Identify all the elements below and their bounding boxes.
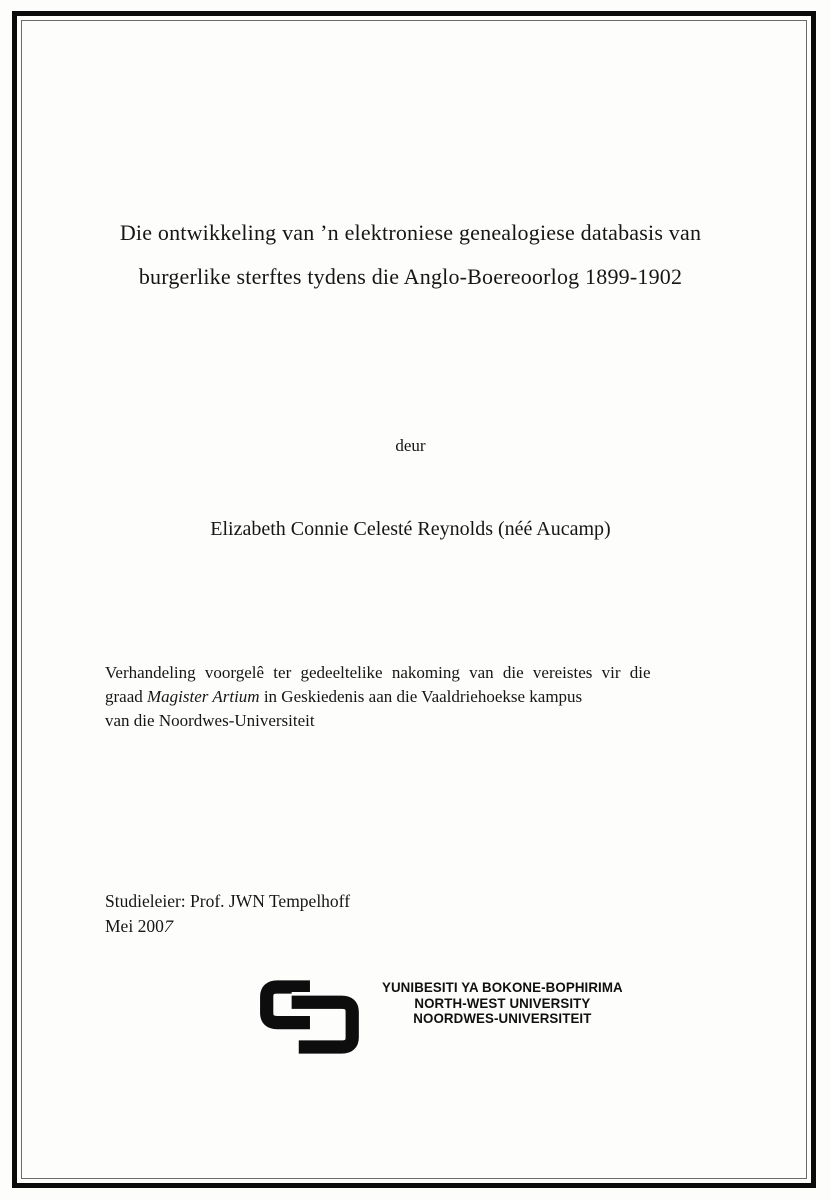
supervisor-line: Studieleier: Prof. JWN Tempelhoff xyxy=(105,891,351,911)
date-last-digit: 7 xyxy=(161,915,176,936)
nwu-logo-wordmark xyxy=(374,980,631,1027)
submission-line1: Verhandeling voorgelê ter gedeeltelike nakoming van die vereistes vir die xyxy=(105,663,651,682)
supervisor-block xyxy=(105,889,350,938)
date-prefix: Mei 200 xyxy=(105,915,164,936)
submission-line2 xyxy=(105,687,582,706)
university-logo xyxy=(256,975,636,1059)
submission-line2-post: in Geskiedenis aan die Vaaldriehoekse kampus xyxy=(259,687,583,706)
nwu-logo-line3: NOORDWES-UNIVERSITEIT xyxy=(413,1011,592,1027)
submission-line2-pre: graad xyxy=(105,687,148,706)
author-name: Elizabeth Connie Celesté Reynolds (néé Aucamp) xyxy=(210,518,611,540)
date-line xyxy=(105,914,350,939)
byline: deur xyxy=(395,436,426,455)
degree-name: Magister Artium xyxy=(147,687,260,706)
nwu-logo-line1: YUNIBESITI YA BOKONE-BOPHIRIMA xyxy=(381,980,623,995)
nwu-logo-line2: NORTH-WEST UNIVERSITY xyxy=(414,995,591,1011)
thesis-title-line1: Die ontwikkeling van ’n elektroniese genealogiese databasis van xyxy=(119,220,702,245)
submission-line3: van die Noordwes-Universiteit xyxy=(105,711,315,730)
submission-statement xyxy=(105,661,747,733)
thesis-title-line2: burgerlike sterftes tydens die Anglo-Boereoorlog 1899-1902 xyxy=(138,264,683,289)
thesis-title xyxy=(60,211,761,299)
nwu-logo-mark xyxy=(256,975,368,1059)
